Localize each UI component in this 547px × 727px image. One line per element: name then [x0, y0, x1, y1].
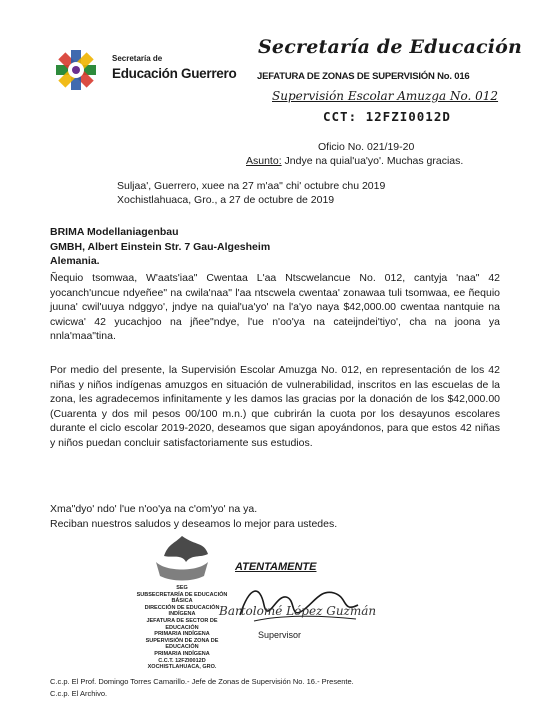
stamp-line: SEG [176, 585, 188, 591]
signer-role: Supervisor [258, 630, 302, 640]
closing-line-2: Reciban nuestros saludos y deseamos lo mejor para ustedes. [50, 517, 338, 530]
stamp-line: PRIMARIA INDÍGENA [154, 631, 210, 638]
letterhead-title: Secretaría de Educación [258, 36, 523, 58]
stamp-line: EDUCACIÓN [165, 624, 199, 631]
secretaria-logo-icon [50, 44, 102, 96]
recipient-line-3: Alemania. [50, 255, 100, 267]
date-spanish: Xochistlahuaca, Gro., a 27 de octubre de 2019 [117, 194, 335, 206]
asunto-line [246, 155, 463, 167]
supervision-line: Supervisión Escolar Amuzga No. 012 [272, 89, 499, 103]
secretaria-big-label: Educación Guerrero [112, 66, 237, 81]
stamp-line: EDUCACIÓN [165, 644, 199, 651]
date-amuzgo: Suljaa', Guerrero, xuee na 27 m'aa" chi' octubre chu 2019 [117, 180, 386, 192]
stamp-line: C.C.T. 12FZI0012D [158, 657, 206, 664]
ccp-line-1: C.c.p. El Prof. Domingo Torres Camarillo.- Jefe de Zonas de Supervisión No. 16.- Presente. [50, 677, 354, 686]
asunto-label: Asunto: [246, 155, 282, 167]
stamp-line: SUPERVISIÓN DE ZONA DE [145, 637, 219, 644]
asunto-text: Jndye na quial'ua'yo'. Muchas gracias. [281, 155, 464, 167]
jefatura-line: JEFATURA DE ZONAS DE SUPERVISIÓN No. 016 [257, 71, 470, 82]
oficio-number: Oficio No. 021/19-20 [318, 141, 415, 153]
closing-line-1: Xma"dyo' ndo' l'ue n'oo'ya na c'om'yo' na ya. [50, 503, 258, 515]
stamp-line: SUBSECRETARÍA DE EDUCACIÓN [136, 591, 228, 598]
secretaria-small-label: Secretaría de [112, 54, 163, 63]
body-paragraph-amuzgo: Ñequio tsomwaa, W'aats'iaa" Cwentaa L'aa Ntscwelancue No. 012, cantyja 'naa" 42 yocanch'uncue ndyeñee" na cwila'naa" l'aa ntscwela cwentaa' zonawaa tuli tsomwaa, ee ñequio juuna' cwil'uuya ndggyo', jndye na quial'ua'yo' na l'a'yo naya $42,000.00 cwentaa nantquie na cwicwa' 42 yucachjoo na jñee"ndye, l'ue n'oo'ya na cateijndei'tiyo', cha na joona ya nnla'maa"tina. [50, 272, 500, 342]
recipient-line-2: GMBH, Albert Einstein Str. 7 Gau-Algesheim [50, 240, 271, 253]
closing [50, 502, 337, 531]
recipient-address [50, 225, 270, 269]
recipient-line-1: BRIMA Modellaniagenbau [50, 226, 179, 238]
stamp-line: PRIMARIA INDÍGENA [154, 650, 210, 657]
cct-code: CCT: 12FZI0012D [323, 109, 451, 124]
stamp-line: INDÍGENA [168, 611, 196, 618]
body-paragraph-spanish: Por medio del presente, la Supervisión Escolar Amuzga No. 012, en representación de los 42 niñas y niños indígenas amuzgos en situación de vulnerabilidad, inscritos en las escuelas de la zona, les agradecemos infinitamente y les damos las gracias por la donación de los $42,000.00 (Cuarenta y dos mil pesos 00/100 m.n.) que cubrirán la cuota por los desayunos escolares durante el ciclo escolar 2019-2020, deseamos que sigan apoyándonos, para que estos 42 niñas y niños puedan concluir satisfactoriamente sus estudios. [50, 364, 500, 449]
atentamente-label: ATENTAMENTE [235, 561, 317, 573]
signer-name: Bartolomé López Guzmán [219, 604, 377, 618]
stamp-line: JEFATURA DE SECTOR DE [146, 617, 218, 624]
stamp-line: XOCHISTLAHUACA, GRO. [147, 664, 217, 671]
stamp-line: BÁSICA [171, 598, 193, 605]
stamp-line: DIRECCIÓN DE EDUCACIÓN [144, 604, 220, 611]
ccp-line-2: C.c.p. El Archivo. [50, 689, 108, 698]
